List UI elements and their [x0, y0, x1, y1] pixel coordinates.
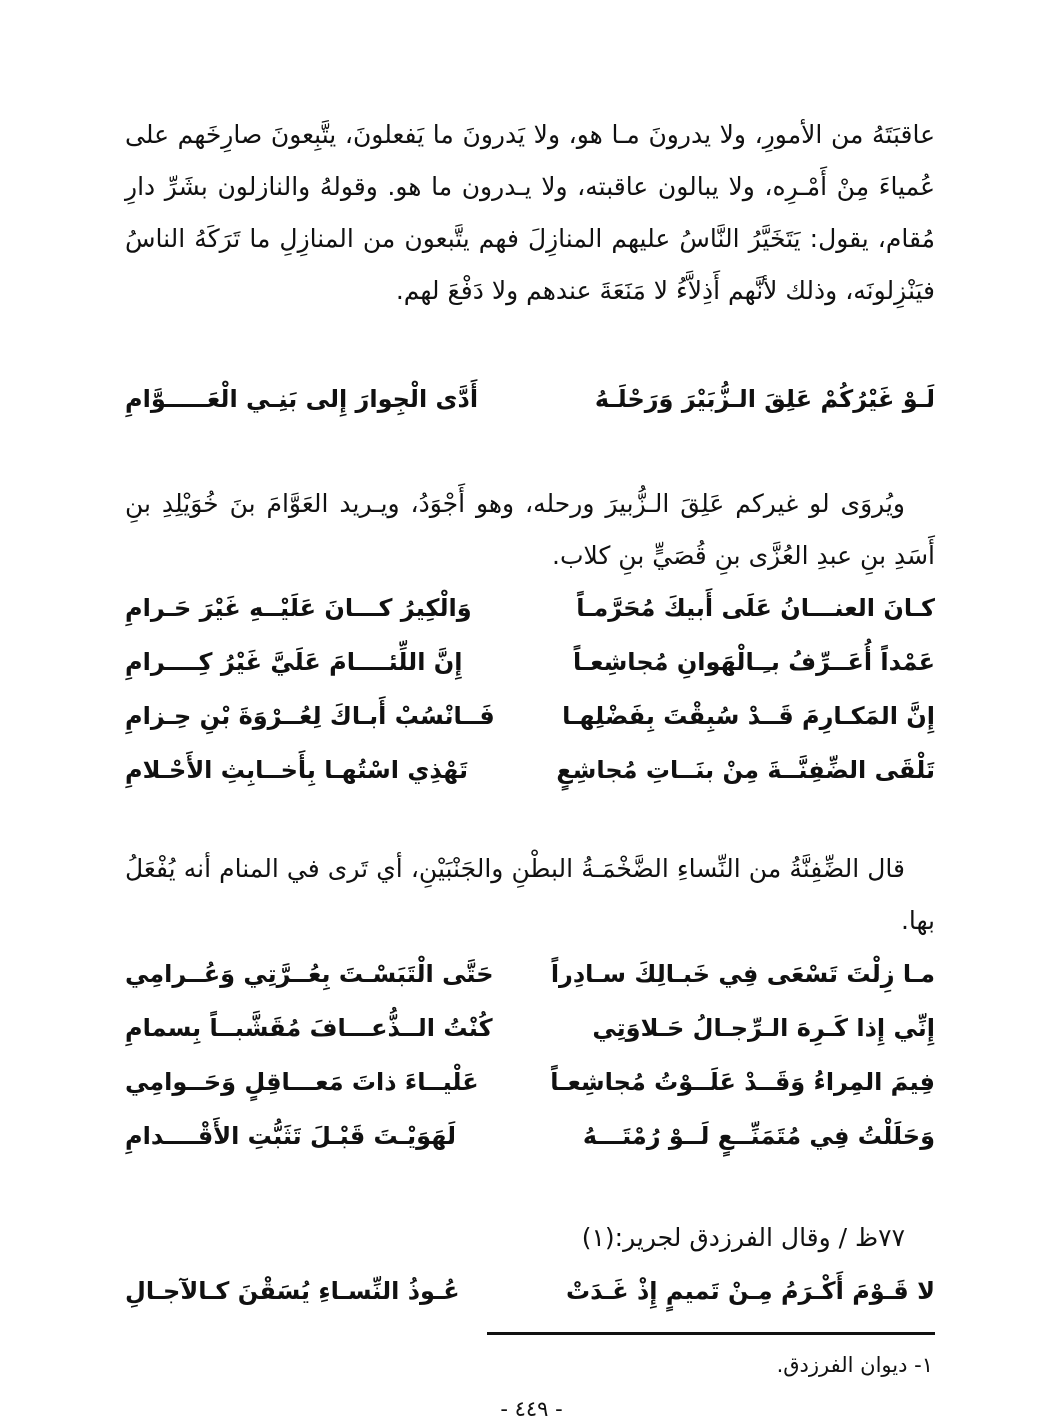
verse-first-hemistich: مـا زِلْتَ تَسْعَى فِي خَبـالِكَ سـادِراً — [550, 960, 935, 988]
verse-line — [125, 1002, 935, 1054]
verse-line — [125, 690, 935, 742]
verse-first-hemistich: إِنِّي إِذا كَـرِهَ الـرِّجـالُ حَـلاوَتِي — [592, 1014, 935, 1042]
verse-line — [125, 1265, 935, 1317]
verse-second-hemistich: أَدَّى الْجِوارَ إِلى بَنِـي الْعَـــــوَّامِ — [125, 385, 479, 413]
paragraph-poem-intro: ٧٧ظ / وقال الفرزدق لجرير:(١) — [581, 1223, 905, 1252]
verse-second-hemistich: إِنَّ اللِّئــــامَ عَلَيَّ غَيْرُ كِــــرامِ — [125, 648, 463, 676]
paragraph-commentary: عاقبَتَهُ من الأمورِ، ولا يدرونَ مـا هو، ولا يَدرونَ ما يَفعلونَ، يتَّبِعونَ صارِخَهم على عُمياءَ مِنْ أَمْـرِه، ولا يبالون عاقبته، ولا يـدرون ما هو. وقولهُ والنازلون بشَرِّ دارِ مُقام، يقول: يَتَخَيَّرُ النَّاسُ عليهم المنازِلَ فهم يتَّبعون من المنازِلِ ما تَرَكَهُ الناسُ فيَنْزِلونَه، وذلك لأنَّهم أَذِلاَّءُ لا مَنَعَةَ عندهم ولا دَفْعَ لهم. — [125, 120, 935, 305]
page-number: - ٤٤٩ - — [500, 1397, 563, 1421]
verse-second-hemistich: وَالْكِيرُ كـــانَ عَلَيْــهِ غَيْرَ حَـرامِ — [125, 594, 472, 622]
footnote-divider — [487, 1332, 935, 1335]
verse-first-hemistich: إِنَّ المَكـارِمَ قَــدْ سُبِقْتَ بِفَضْلِهـا — [562, 702, 935, 730]
verse-second-hemistich: فَــانْسُبْ أَبـاكَ لِعُــرْوَةَ بْنِ حِـزامِ — [125, 702, 495, 730]
verse-first-hemistich: لا قَـوْمَ أَكْـرَمُ مِـنْ تَميمٍ إِذْ غَـدَتْ — [566, 1277, 935, 1305]
verse-line — [125, 1056, 935, 1108]
verse-line — [125, 948, 935, 1000]
verse-line — [125, 1110, 935, 1162]
paragraph-gloss: قال الضِّفِنَّةُ من النِّساءِ الضَّخْمَـةُ البطْنِ والجَنْبَيْنِ، أي تَرى في المنام أنه يُفْعَلُ بها. — [125, 854, 935, 935]
footnote: ١- ديوان الفرزدق. — [776, 1353, 933, 1377]
verse-line — [125, 582, 935, 634]
verse-second-hemistich: عَلْيــاءَ ذاتَ مَعـــاقِلٍ وَحَــوامِي — [125, 1068, 479, 1096]
verse-first-hemistich: وَحَلَلْتُ فِي مُتَمَنِّــعٍ لَــوْ رُمْتَـــهُ — [582, 1122, 935, 1150]
verse-second-hemistich: عُـوذُ النِّسـاءِ يُسَقْنَ كـالآجـالِ — [125, 1277, 460, 1305]
verse-first-hemistich: كـانَ العنـــانُ عَلَى أَبيكَ مُحَرَّمـاً — [576, 594, 935, 622]
verse-line — [125, 744, 935, 796]
verse-first-hemistich: فِيمَ المِراءُ وَقَــدْ عَلَــوْتُ مُجاشِعـاً — [550, 1068, 935, 1096]
verse-second-hemistich: حَتَّى الْتَبَسْـتَ بِعُــرَّتِي وَعُــرامِي — [125, 960, 494, 988]
verse-line — [125, 636, 935, 688]
verse-second-hemistich: لَهَوَيْـتَ قَبْـلَ تَثَبُّتِ الأَقْــــدامِ — [125, 1122, 457, 1150]
verse-first-hemistich: تَلْقَى الضِّفِنَّــةَ مِنْ بنَــاتِ مُجاشِعٍ — [556, 756, 935, 784]
verse-second-hemistich: كُنْتُ الــذُّعـــافَ مُقَشَّبــاً بِسمامِ — [125, 1014, 493, 1042]
verse-line — [125, 373, 935, 425]
verse-second-hemistich: تَهْذِي اسْتُهـا بِأَخــابِثِ الأَحْـلامِ — [125, 756, 469, 784]
verse-first-hemistich: عَمْداً أُعَــرِّفُ بـِـالْهَوانِ مُجاشِعـاً — [572, 648, 935, 676]
verse-first-hemistich: لَـوْ غَيْرُكُمْ عَلِقَ الـزُّبَيْرَ وَرَحْلَـهُ — [594, 385, 935, 413]
paragraph-riwaya: ويُروَى لو غيركم عَلِقَ الـزُّبيرَ ورحله، وهو أَجْوَدُ، ويـريد العَوَّامَ بنَ خُوَيْلِدِ بنِ أَسَدِ بنِ عبدِ العُزَّى بنِ قُصَيٍّ بنِ كلاب. — [125, 489, 935, 570]
